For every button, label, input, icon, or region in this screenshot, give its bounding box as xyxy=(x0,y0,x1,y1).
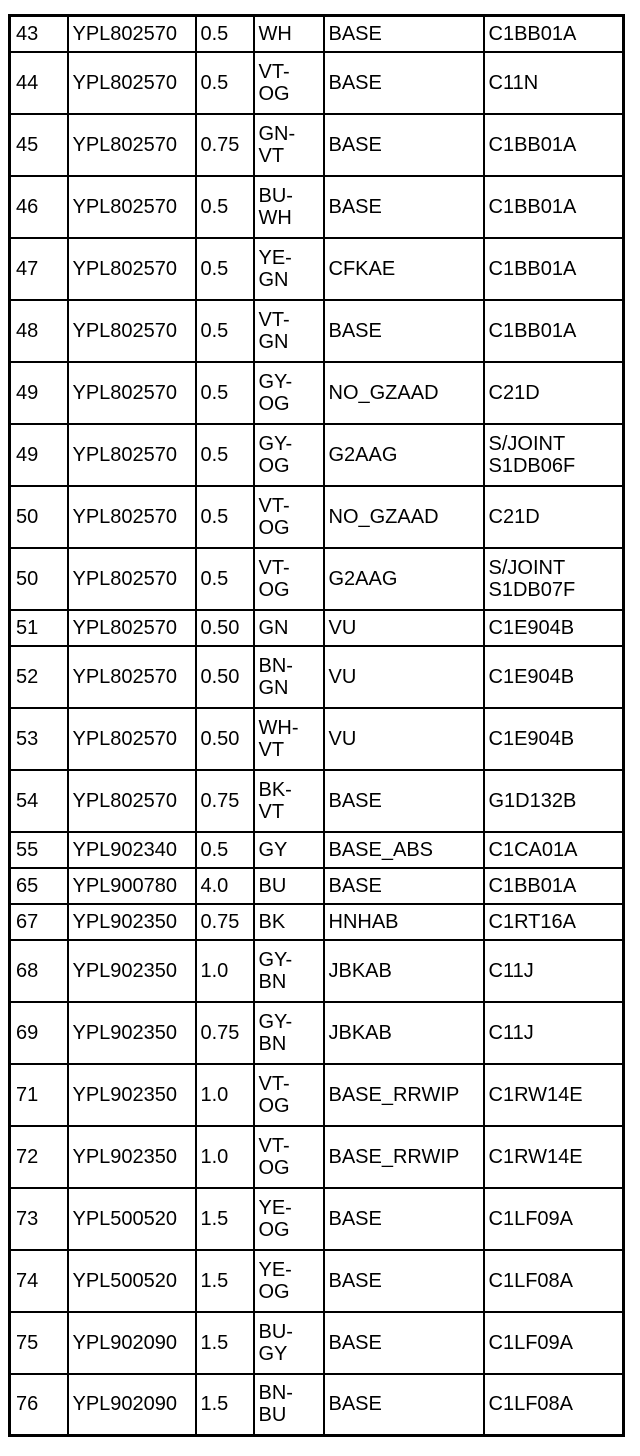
wire-size-cell: 1.0 xyxy=(196,940,254,1002)
wire-size-cell: 0.5 xyxy=(196,176,254,238)
table-row xyxy=(10,1374,624,1436)
position-cell: 75 xyxy=(10,1312,68,1374)
position-cell: 54 xyxy=(10,770,68,832)
connector-cell: G1D132B xyxy=(484,770,624,832)
wire-size-cell: 0.5 xyxy=(196,300,254,362)
table-row xyxy=(10,548,624,610)
wire-size-cell: 0.5 xyxy=(196,548,254,610)
position-cell: 69 xyxy=(10,1002,68,1064)
variant-cell: G2AAG xyxy=(324,424,484,486)
wire-color-cell: VT- GN xyxy=(254,300,324,362)
table-row xyxy=(10,238,624,300)
part-number-cell: YPL802570 xyxy=(68,548,196,610)
wire-color-cell: BK xyxy=(254,904,324,940)
wire-color-cell: VT- OG xyxy=(254,486,324,548)
connector-cell: C1E904B xyxy=(484,610,624,646)
wire-color-cell: YE- OG xyxy=(254,1188,324,1250)
part-number-cell: YPL802570 xyxy=(68,238,196,300)
wire-color-cell: GY- OG xyxy=(254,362,324,424)
connector-cell: C1LF09A xyxy=(484,1188,624,1250)
connector-cell: C1RW14E xyxy=(484,1064,624,1126)
position-cell: 43 xyxy=(10,16,68,52)
position-cell: 47 xyxy=(10,238,68,300)
part-number-cell: YPL902090 xyxy=(68,1374,196,1436)
wire-size-cell: 0.75 xyxy=(196,770,254,832)
part-number-cell: YPL802570 xyxy=(68,708,196,770)
position-cell: 68 xyxy=(10,940,68,1002)
wire-color-cell: VT- OG xyxy=(254,1126,324,1188)
connector-cell: C1BB01A xyxy=(484,238,624,300)
variant-cell: BASE xyxy=(324,52,484,114)
position-cell: 76 xyxy=(10,1374,68,1436)
position-cell: 49 xyxy=(10,424,68,486)
wire-size-cell: 0.5 xyxy=(196,362,254,424)
variant-cell: BASE xyxy=(324,16,484,52)
connector-cell: S/JOINT S1DB07F xyxy=(484,548,624,610)
variant-cell: BASE xyxy=(324,300,484,362)
connector-cell: C1RT16A xyxy=(484,904,624,940)
variant-cell: BASE xyxy=(324,770,484,832)
wire-color-cell: VT- OG xyxy=(254,548,324,610)
wire-color-cell: VT- OG xyxy=(254,1064,324,1126)
wire-size-cell: 1.5 xyxy=(196,1250,254,1312)
position-cell: 71 xyxy=(10,1064,68,1126)
wire-size-cell: 0.5 xyxy=(196,238,254,300)
table-row xyxy=(10,362,624,424)
variant-cell: BASE xyxy=(324,176,484,238)
part-number-cell: YPL902350 xyxy=(68,1002,196,1064)
connector-cell: C1BB01A xyxy=(484,16,624,52)
position-cell: 48 xyxy=(10,300,68,362)
variant-cell: VU xyxy=(324,708,484,770)
wire-list-body xyxy=(10,16,624,1436)
part-number-cell: YPL802570 xyxy=(68,114,196,176)
variant-cell: BASE xyxy=(324,114,484,176)
wire-size-cell: 1.5 xyxy=(196,1374,254,1436)
connector-cell: C1E904B xyxy=(484,646,624,708)
part-number-cell: YPL902090 xyxy=(68,1312,196,1374)
connector-cell: C1LF08A xyxy=(484,1374,624,1436)
wire-color-cell: GY- OG xyxy=(254,424,324,486)
wire-color-cell: BU xyxy=(254,868,324,904)
wire-color-cell: BK- VT xyxy=(254,770,324,832)
table-row xyxy=(10,114,624,176)
table-row xyxy=(10,770,624,832)
table-row xyxy=(10,708,624,770)
table-row xyxy=(10,646,624,708)
position-cell: 50 xyxy=(10,548,68,610)
wire-color-cell: BN- BU xyxy=(254,1374,324,1436)
position-cell: 52 xyxy=(10,646,68,708)
table-row xyxy=(10,1188,624,1250)
variant-cell: BASE_RRWIP xyxy=(324,1064,484,1126)
wire-size-cell: 4.0 xyxy=(196,868,254,904)
wire-size-cell: 1.5 xyxy=(196,1188,254,1250)
table-row xyxy=(10,904,624,940)
part-number-cell: YPL500520 xyxy=(68,1250,196,1312)
wire-size-cell: 0.75 xyxy=(196,1002,254,1064)
part-number-cell: YPL802570 xyxy=(68,610,196,646)
table-row xyxy=(10,1312,624,1374)
wire-color-cell: BN- GN xyxy=(254,646,324,708)
wire-size-cell: 0.75 xyxy=(196,114,254,176)
connector-cell: C1LF09A xyxy=(484,1312,624,1374)
wire-size-cell: 0.5 xyxy=(196,52,254,114)
connector-cell: C1RW14E xyxy=(484,1126,624,1188)
part-number-cell: YPL802570 xyxy=(68,16,196,52)
variant-cell: NO_GZAAD xyxy=(324,362,484,424)
connector-cell: S/JOINT S1DB06F xyxy=(484,424,624,486)
position-cell: 49 xyxy=(10,362,68,424)
variant-cell: BASE xyxy=(324,868,484,904)
part-number-cell: YPL802570 xyxy=(68,646,196,708)
variant-cell: BASE_RRWIP xyxy=(324,1126,484,1188)
connector-cell: C21D xyxy=(484,362,624,424)
part-number-cell: YPL902350 xyxy=(68,1064,196,1126)
variant-cell: BASE xyxy=(324,1374,484,1436)
variant-cell: HNHAB xyxy=(324,904,484,940)
position-cell: 72 xyxy=(10,1126,68,1188)
connector-cell: C1LF08A xyxy=(484,1250,624,1312)
connector-cell: C1BB01A xyxy=(484,300,624,362)
position-cell: 46 xyxy=(10,176,68,238)
variant-cell: VU xyxy=(324,646,484,708)
connector-cell: C1BB01A xyxy=(484,114,624,176)
table-row xyxy=(10,940,624,1002)
variant-cell: CFKAE xyxy=(324,238,484,300)
wire-size-cell: 0.50 xyxy=(196,610,254,646)
wire-size-cell: 0.5 xyxy=(196,832,254,868)
part-number-cell: YPL902350 xyxy=(68,904,196,940)
part-number-cell: YPL802570 xyxy=(68,424,196,486)
connector-cell: C1CA01A xyxy=(484,832,624,868)
wire-color-cell: GY xyxy=(254,832,324,868)
wire-size-cell: 0.5 xyxy=(196,16,254,52)
wire-size-cell: 1.0 xyxy=(196,1126,254,1188)
variant-cell: VU xyxy=(324,610,484,646)
table-row xyxy=(10,52,624,114)
position-cell: 73 xyxy=(10,1188,68,1250)
connector-cell: C1BB01A xyxy=(484,176,624,238)
variant-cell: JBKAB xyxy=(324,940,484,1002)
part-number-cell: YPL802570 xyxy=(68,52,196,114)
position-cell: 44 xyxy=(10,52,68,114)
wire-list-table xyxy=(8,14,625,1437)
table-row xyxy=(10,1002,624,1064)
table-row xyxy=(10,424,624,486)
wire-color-cell: VT- OG xyxy=(254,52,324,114)
table-row xyxy=(10,1064,624,1126)
connector-cell: C11J xyxy=(484,940,624,1002)
part-number-cell: YPL802570 xyxy=(68,770,196,832)
position-cell: 65 xyxy=(10,868,68,904)
connector-cell: C21D xyxy=(484,486,624,548)
variant-cell: BASE_ABS xyxy=(324,832,484,868)
table-row xyxy=(10,176,624,238)
wire-size-cell: 1.0 xyxy=(196,1064,254,1126)
table-row xyxy=(10,300,624,362)
variant-cell: BASE xyxy=(324,1250,484,1312)
wire-color-cell: YE- GN xyxy=(254,238,324,300)
connector-cell: C11N xyxy=(484,52,624,114)
table-row xyxy=(10,486,624,548)
position-cell: 45 xyxy=(10,114,68,176)
table-row xyxy=(10,610,624,646)
part-number-cell: YPL902350 xyxy=(68,940,196,1002)
wire-color-cell: BU- GY xyxy=(254,1312,324,1374)
wire-color-cell: YE- OG xyxy=(254,1250,324,1312)
part-number-cell: YPL900780 xyxy=(68,868,196,904)
table-row xyxy=(10,1250,624,1312)
wire-size-cell: 0.5 xyxy=(196,424,254,486)
position-cell: 67 xyxy=(10,904,68,940)
wire-size-cell: 0.50 xyxy=(196,708,254,770)
wire-color-cell: GY- BN xyxy=(254,940,324,1002)
variant-cell: BASE xyxy=(324,1312,484,1374)
part-number-cell: YPL802570 xyxy=(68,362,196,424)
variant-cell: NO_GZAAD xyxy=(324,486,484,548)
wire-color-cell: WH- VT xyxy=(254,708,324,770)
connector-cell: C1E904B xyxy=(484,708,624,770)
variant-cell: G2AAG xyxy=(324,548,484,610)
wire-size-cell: 0.5 xyxy=(196,486,254,548)
part-number-cell: YPL802570 xyxy=(68,300,196,362)
connector-cell: C1BB01A xyxy=(484,868,624,904)
wire-color-cell: GN- VT xyxy=(254,114,324,176)
wire-color-cell: GY- BN xyxy=(254,1002,324,1064)
wire-size-cell: 0.50 xyxy=(196,646,254,708)
table-row xyxy=(10,1126,624,1188)
variant-cell: BASE xyxy=(324,1188,484,1250)
variant-cell: JBKAB xyxy=(324,1002,484,1064)
position-cell: 50 xyxy=(10,486,68,548)
position-cell: 55 xyxy=(10,832,68,868)
wire-size-cell: 0.75 xyxy=(196,904,254,940)
part-number-cell: YPL500520 xyxy=(68,1188,196,1250)
position-cell: 74 xyxy=(10,1250,68,1312)
table-row xyxy=(10,868,624,904)
part-number-cell: YPL802570 xyxy=(68,486,196,548)
part-number-cell: YPL902340 xyxy=(68,832,196,868)
position-cell: 53 xyxy=(10,708,68,770)
part-number-cell: YPL902350 xyxy=(68,1126,196,1188)
wire-color-cell: WH xyxy=(254,16,324,52)
table-row xyxy=(10,832,624,868)
position-cell: 51 xyxy=(10,610,68,646)
part-number-cell: YPL802570 xyxy=(68,176,196,238)
connector-cell: C11J xyxy=(484,1002,624,1064)
wire-color-cell: GN xyxy=(254,610,324,646)
wire-size-cell: 1.5 xyxy=(196,1312,254,1374)
table-row xyxy=(10,16,624,52)
wire-color-cell: BU- WH xyxy=(254,176,324,238)
